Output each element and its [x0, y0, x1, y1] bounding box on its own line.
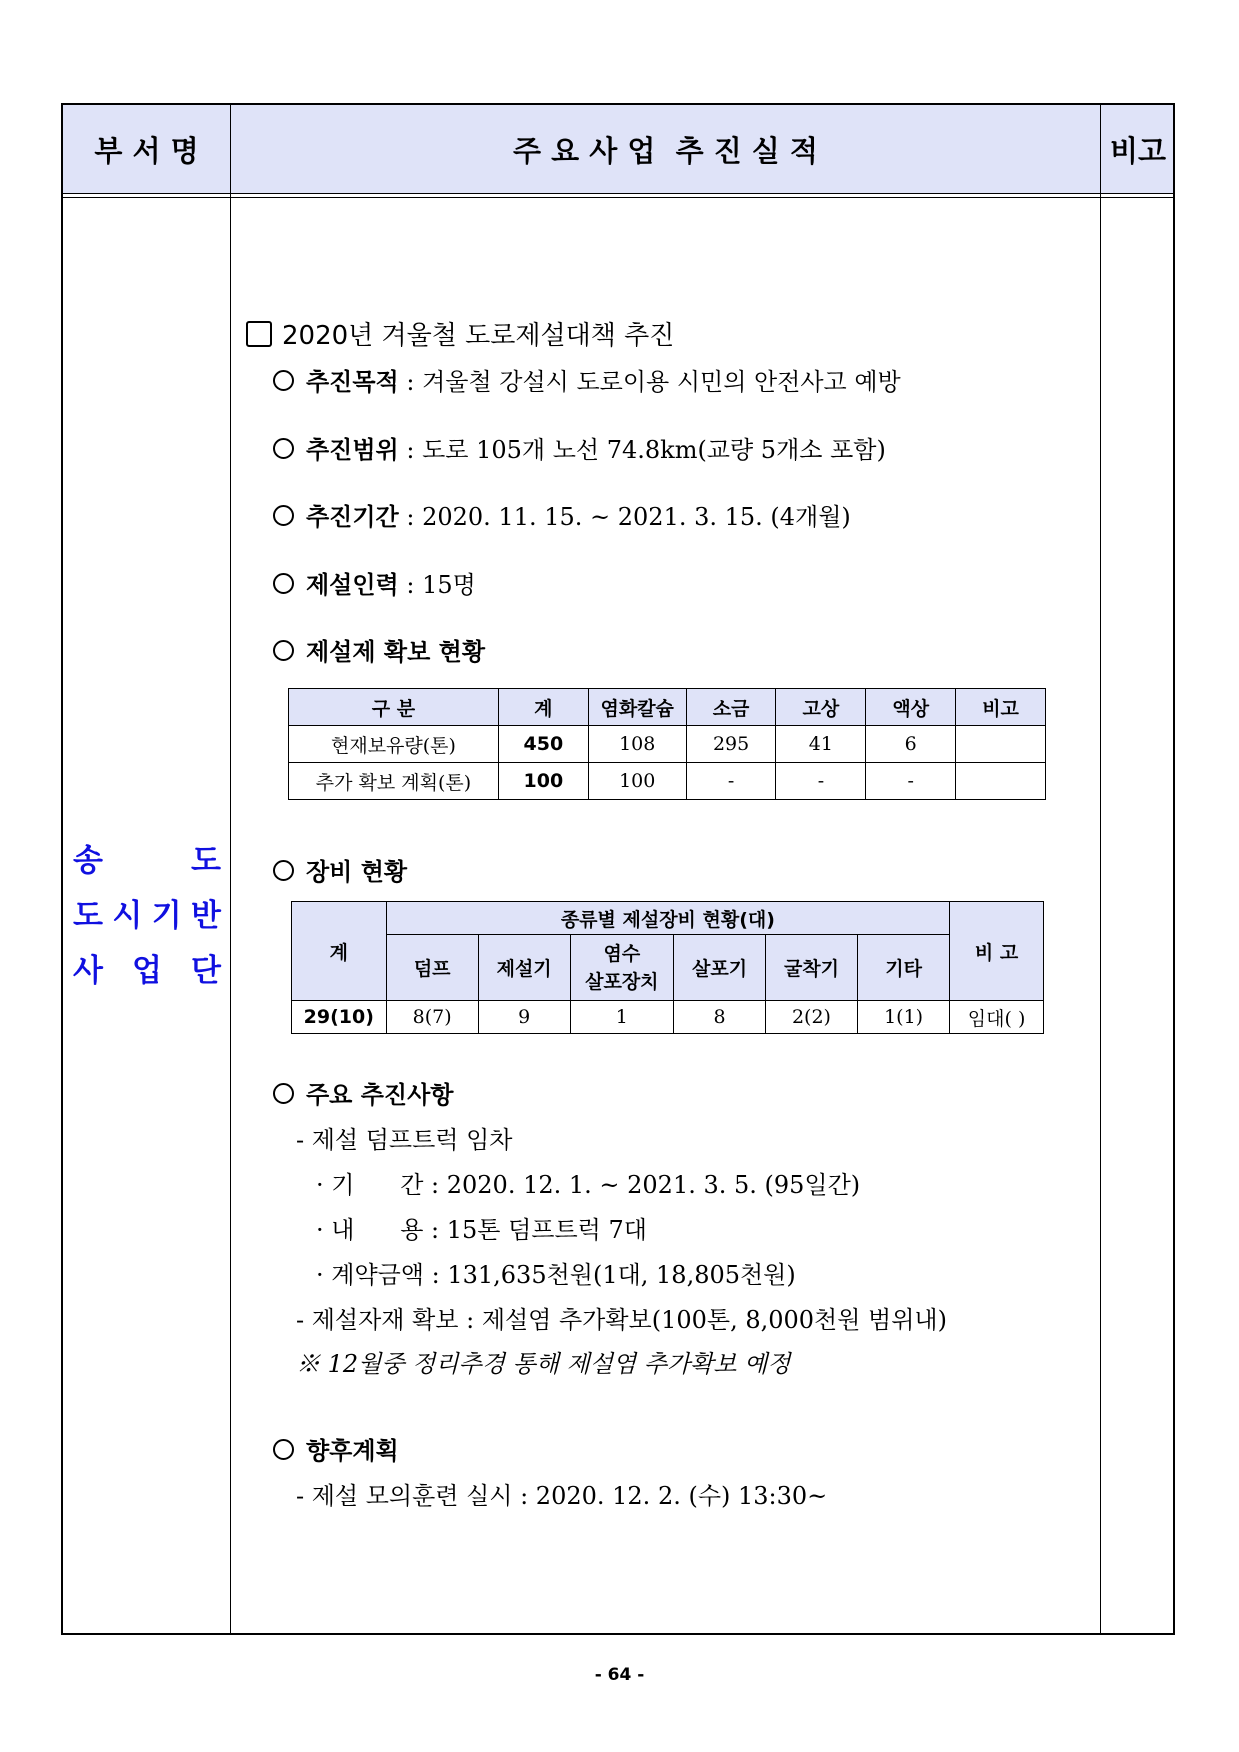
materials-header-cell: 비고: [956, 689, 1046, 726]
circle-bullet-icon: [273, 1083, 294, 1104]
dept-header: 부 서 명: [94, 133, 199, 168]
table-cell: 41: [776, 726, 866, 763]
table-cell: -: [776, 763, 866, 800]
circle-bullet-icon: [273, 1439, 294, 1460]
equipment-subheader-cell: 덤프: [386, 935, 478, 1001]
circle-bullet-icon: [273, 370, 294, 391]
equipment-group-header: 종류별 제설장비 현황(대): [386, 902, 950, 935]
equipment-total-header: 계: [292, 902, 387, 1001]
dept-line-1: 송 도: [73, 843, 221, 879]
page-number: - 64 -: [594, 1665, 645, 1685]
table-cell: -: [686, 763, 776, 800]
materials-header-cell: 액상: [866, 689, 956, 726]
note-column-divider: [1100, 105, 1101, 1633]
table-cell: [956, 726, 1046, 763]
item-period: 추진기간 : 2020. 11. 15. ~ 2021. 3. 15. (4개월): [273, 497, 851, 532]
equipment-note-header: 비 고: [950, 902, 1044, 1001]
table-cell: 108: [588, 726, 686, 763]
equipment-subheader-cell: 살포기: [674, 935, 766, 1001]
table-cell: 9: [478, 1001, 570, 1034]
table-cell: -: [866, 763, 956, 800]
task-content: · 내 용 : 15톤 덤프트럭 7대: [316, 1216, 647, 1244]
circle-bullet-icon: [273, 505, 294, 526]
materials-title: 제설제 확보 현황: [273, 632, 485, 667]
section-title: 2020년 겨울철 도로제설대책 추진: [246, 315, 674, 352]
equipment-subheader-cell: 염수 살포장치: [570, 935, 674, 1001]
table-row: [289, 763, 1046, 800]
table-cell: 8(7): [386, 1001, 478, 1034]
task-period: · 기 간 : 2020. 12. 1. ~ 2021. 3. 5. (95일간): [316, 1171, 861, 1199]
task-dash-2: - 제설자재 확보 : 제설염 추가확보(100톤, 8,000천원 범위내): [296, 1306, 947, 1334]
circle-bullet-icon: [273, 573, 294, 594]
materials-header-row: [289, 689, 1046, 726]
circle-bullet-icon: [273, 640, 294, 661]
equipment-subheader-cell: 굴착기: [765, 935, 857, 1001]
table-cell: 현재보유량(톤): [289, 726, 499, 763]
item-purpose: 추진목적 : 겨울철 강설시 도로이용 시민의 안전사고 예방: [273, 362, 901, 397]
table-cell: 2(2): [765, 1001, 857, 1034]
note-header: 비고: [1109, 133, 1167, 168]
table-cell: 295: [686, 726, 776, 763]
table-row: [292, 1001, 1044, 1034]
table-cell: 8: [674, 1001, 766, 1034]
materials-header-cell: 계: [498, 689, 588, 726]
task-note: ※ 12월중 정리추경 통해 제설염 추가확보 예정: [296, 1350, 791, 1378]
circle-bullet-icon: [273, 860, 294, 881]
equipment-subheader-cell: 제설기: [478, 935, 570, 1001]
item-staff: 제설인력 : 15명: [273, 565, 476, 600]
table-row: [289, 726, 1046, 763]
materials-table: [288, 688, 1046, 800]
circle-bullet-icon: [273, 438, 294, 459]
table-cell: 추가 확보 계획(톤): [289, 763, 499, 800]
materials-header-cell: 소금: [686, 689, 776, 726]
task-amount: · 계약금액 : 131,635천원(1대, 18,805천원): [316, 1261, 796, 1289]
main-header: 주 요 사 업 추 진 실 적: [513, 133, 818, 168]
dept-line-3: 사 업 단: [73, 953, 221, 989]
table-cell: 임대( ): [950, 1001, 1044, 1034]
dept-line-2: 도 시 기 반: [73, 898, 221, 934]
future-title: 향후계획: [273, 1431, 399, 1466]
table-cell: 100: [498, 763, 588, 800]
equipment-table: [291, 901, 1044, 1034]
materials-header-cell: 구 분: [289, 689, 499, 726]
table-cell: 29(10): [292, 1001, 387, 1034]
table-cell: 100: [588, 763, 686, 800]
table-cell: 1(1): [858, 1001, 950, 1034]
table-cell: 1: [570, 1001, 674, 1034]
future-dash-1: - 제설 모의훈련 실시 : 2020. 12. 2. (수) 13:30~: [296, 1482, 828, 1510]
equipment-title: 장비 현황: [273, 852, 407, 887]
checkbox-square-icon: [246, 321, 272, 347]
main-tasks-title: 주요 추진사항: [273, 1075, 453, 1110]
table-cell: [956, 763, 1046, 800]
dept-column-divider: [230, 105, 231, 1633]
materials-header-cell: 고상: [776, 689, 866, 726]
equipment-subheader-cell: 기타: [858, 935, 950, 1001]
materials-header-cell: 염화칼슘: [588, 689, 686, 726]
task-dash-1: - 제설 덤프트럭 임차: [296, 1126, 513, 1154]
equipment-subheader-row: [292, 935, 1044, 1001]
item-scope: 추진범위 : 도로 105개 노선 74.8km(교량 5개소 포함): [273, 430, 886, 465]
table-cell: 450: [498, 726, 588, 763]
equipment-header-row: [292, 902, 1044, 935]
table-cell: 6: [866, 726, 956, 763]
